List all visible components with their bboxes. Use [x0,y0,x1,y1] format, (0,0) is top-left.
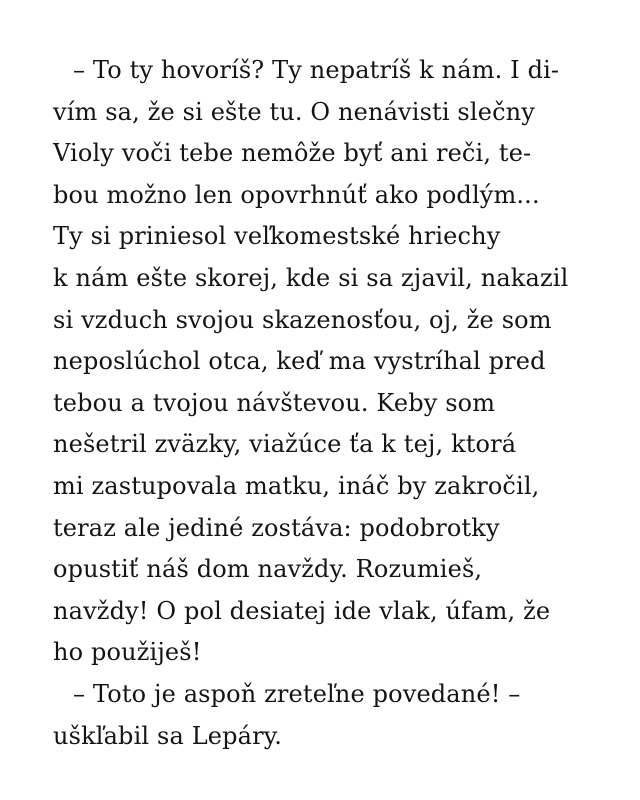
text-line: k nám ešte skorej, kde si sa zjavil, nakazil [53,263,569,292]
text-line: bou možno len opovrhnúť ako podlým... [53,180,540,209]
text-line: teraz ale jediné zostáva: podobrotky [53,513,500,542]
text-line: Ty si priniesol veľkomestské hriechy [53,222,501,251]
body-text [53,50,600,757]
text-line: uškľabil sa Lepáry. [53,721,283,750]
text-line: mi zastupovala matku, ináč by zakročil, [53,471,540,500]
text-line: – Toto je aspoň zreteľne povedané! – [73,679,521,708]
text-line: navždy! O pol desiatej ide vlak, úfam, že [53,596,551,625]
text-line: tebou a tvojou návštevou. Keby som [53,388,496,417]
text-line: nešetril zväzky, viažúce ťa k tej, ktorá [53,430,517,459]
text-line: – To ty hovoríš? Ty nepatríš k nám. I di- [73,56,560,84]
text-line: ho použiješ! [53,638,202,667]
text-line: Violy voči tebe nemôže byť ani reči, te- [53,139,532,168]
text-line: neposlúchol otca, keď ma vystríhal pred [53,347,546,376]
text-line: si vzduch svojou skazenosťou, oj, že som [53,305,552,334]
text-line: vím sa, že si ešte tu. O nenávisti slečny [53,97,535,126]
text-line: opustiť náš dom navždy. Rozumieš, [53,555,483,584]
